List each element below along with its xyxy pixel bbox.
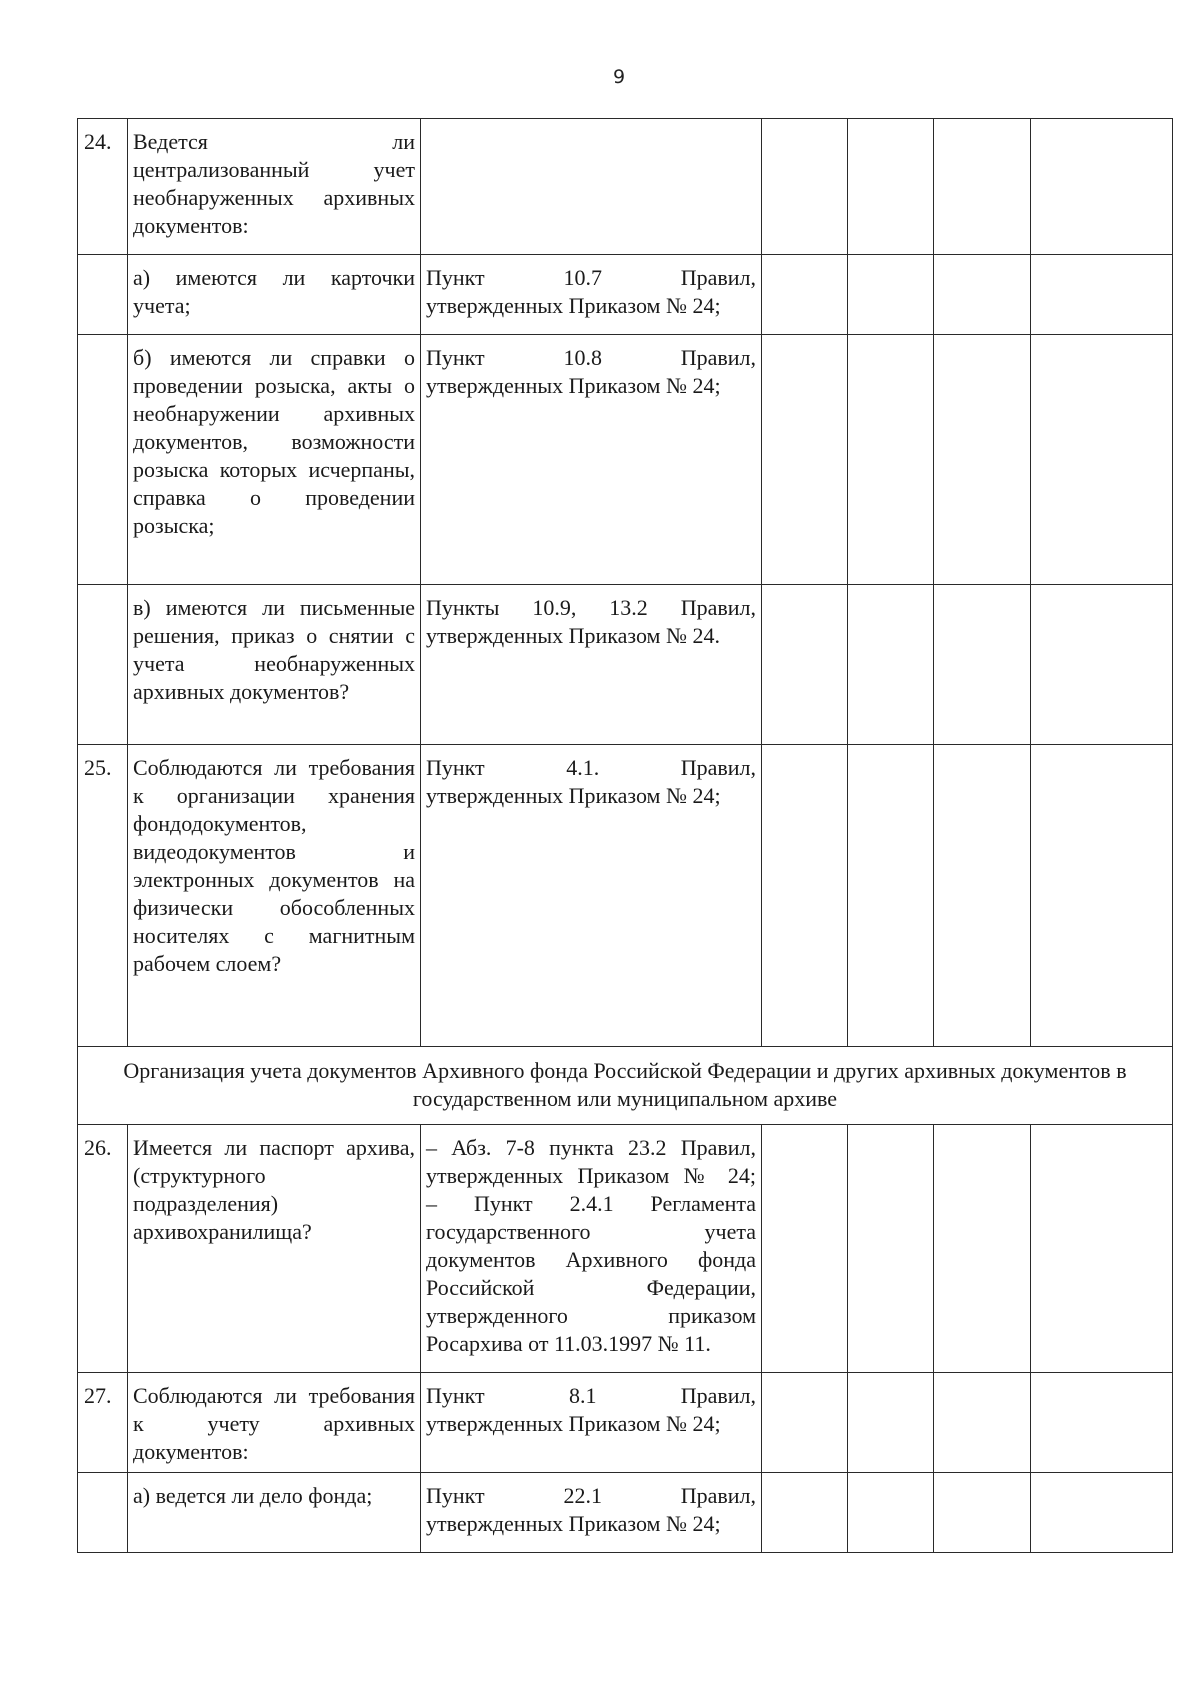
item-number: 25. — [78, 745, 128, 1047]
reference-line: утвержденных Приказом № 24. — [426, 623, 720, 648]
answer-na-cell — [934, 1373, 1031, 1473]
reference-line: утвержденных Приказом № 24; — [426, 1411, 721, 1436]
reference-line: Пункт 22.1 Правил, — [426, 1483, 756, 1508]
reference-line: – Абз. 7-8 пункта 23.2 Правил, — [426, 1135, 756, 1160]
reference-line: утвержденных Приказом № 24; — [426, 373, 721, 398]
reference-line: – Пункт 2.4.1 Регламента — [426, 1191, 756, 1216]
answer-na-cell — [934, 119, 1031, 255]
requirement-question: Имеется ли паспорт архива, (структурного подразделения) архивохранилища? — [128, 1125, 421, 1373]
legal-reference — [421, 745, 762, 1047]
table-row — [78, 585, 1173, 745]
reference-line: утвержденных Приказом № 24; — [426, 1511, 721, 1536]
answer-na-cell — [934, 1473, 1031, 1553]
remarks-cell — [1031, 335, 1173, 585]
remarks-cell — [1031, 1373, 1173, 1473]
remarks-cell — [1031, 1125, 1173, 1373]
table-body — [78, 119, 1173, 1553]
page-number: 9 — [612, 66, 626, 88]
remarks-cell — [1031, 745, 1173, 1047]
answer-no-cell — [848, 745, 934, 1047]
item-number — [78, 335, 128, 585]
requirement-question: а) имеются ли карточки учета; — [128, 255, 421, 335]
answer-yes-cell — [762, 1125, 848, 1373]
answer-no-cell — [848, 119, 934, 255]
answer-yes-cell — [762, 119, 848, 255]
requirement-question: б) имеются ли справки о проведении розыска, акты о необнаружении архивных документов, возможности розыска которых исчерпаны, справка о проведении розыска; — [128, 335, 421, 585]
answer-na-cell — [934, 255, 1031, 335]
answer-yes-cell — [762, 1373, 848, 1473]
answer-yes-cell — [762, 585, 848, 745]
answer-yes-cell — [762, 255, 848, 335]
item-number — [78, 255, 128, 335]
table-row — [78, 745, 1173, 1047]
remarks-cell — [1031, 255, 1173, 335]
item-number — [78, 1473, 128, 1553]
answer-no-cell — [848, 1373, 934, 1473]
answer-na-cell — [934, 335, 1031, 585]
answer-no-cell — [848, 335, 934, 585]
reference-line: Российской Федерации, — [426, 1275, 756, 1300]
answer-no-cell — [848, 1473, 934, 1553]
table-row — [78, 119, 1173, 255]
section-title: Организация учета документов Архивного фонда Российской Федерации и других архивных документов в государственном или муниципальном архиве — [78, 1047, 1173, 1125]
checklist-table — [77, 118, 1173, 1553]
reference-line: утвержденного приказом — [426, 1303, 756, 1328]
item-number: 27. — [78, 1373, 128, 1473]
answer-yes-cell — [762, 745, 848, 1047]
reference-line: Пункты 10.9, 13.2 Правил, — [426, 595, 756, 620]
reference-line: Пункт 10.7 Правил, — [426, 265, 756, 290]
reference-line: Пункт 8.1 Правил, — [426, 1383, 756, 1408]
remarks-cell — [1031, 119, 1173, 255]
answer-na-cell — [934, 1125, 1031, 1373]
requirement-question: Ведется ли централизованный учет необнаруженных архивных документов: — [128, 119, 421, 255]
legal-reference — [421, 119, 762, 255]
requirement-question: Соблюдаются ли требования к организации хранения фондодокументов, видеодокументов и электронных документов на физически обособленных носителях с магнитным рабочем слоем? — [128, 745, 421, 1047]
item-number: 24. — [78, 119, 128, 255]
table-row — [78, 1373, 1173, 1473]
legal-reference — [421, 585, 762, 745]
reference-line: Росархива от 11.03.1997 № 11. — [426, 1331, 711, 1356]
requirement-question: а) ведется ли дело фонда; — [128, 1473, 421, 1553]
reference-line: утвержденных Приказом № 24; — [426, 293, 721, 318]
reference-line: государственного учета — [426, 1219, 756, 1244]
reference-line: утвержденных Приказом № 24; — [426, 1163, 756, 1188]
table-row — [78, 255, 1173, 335]
table-row — [78, 335, 1173, 585]
legal-reference — [421, 335, 762, 585]
legal-reference — [421, 1125, 762, 1373]
answer-yes-cell — [762, 335, 848, 585]
reference-line: Пункт 10.8 Правил, — [426, 345, 756, 370]
legal-reference — [421, 1373, 762, 1473]
answer-yes-cell — [762, 1473, 848, 1553]
answer-na-cell — [934, 585, 1031, 745]
remarks-cell — [1031, 1473, 1173, 1553]
answer-no-cell — [848, 1125, 934, 1373]
answer-na-cell — [934, 745, 1031, 1047]
reference-line: Пункт 4.1. Правил, — [426, 755, 756, 780]
item-number — [78, 585, 128, 745]
remarks-cell — [1031, 585, 1173, 745]
requirement-question: в) имеются ли письменные решения, приказ о снятии с учета необнаруженных архивных документов? — [128, 585, 421, 745]
reference-line: утвержденных Приказом № 24; — [426, 783, 721, 808]
requirement-question: Соблюдаются ли требования к учету архивных документов: — [128, 1373, 421, 1473]
legal-reference — [421, 255, 762, 335]
item-number: 26. — [78, 1125, 128, 1373]
legal-reference — [421, 1473, 762, 1553]
reference-line: документов Архивного фонда — [426, 1247, 756, 1272]
answer-no-cell — [848, 585, 934, 745]
table-row — [78, 1125, 1173, 1373]
section-header-row — [78, 1047, 1173, 1125]
answer-no-cell — [848, 255, 934, 335]
table-row — [78, 1473, 1173, 1553]
